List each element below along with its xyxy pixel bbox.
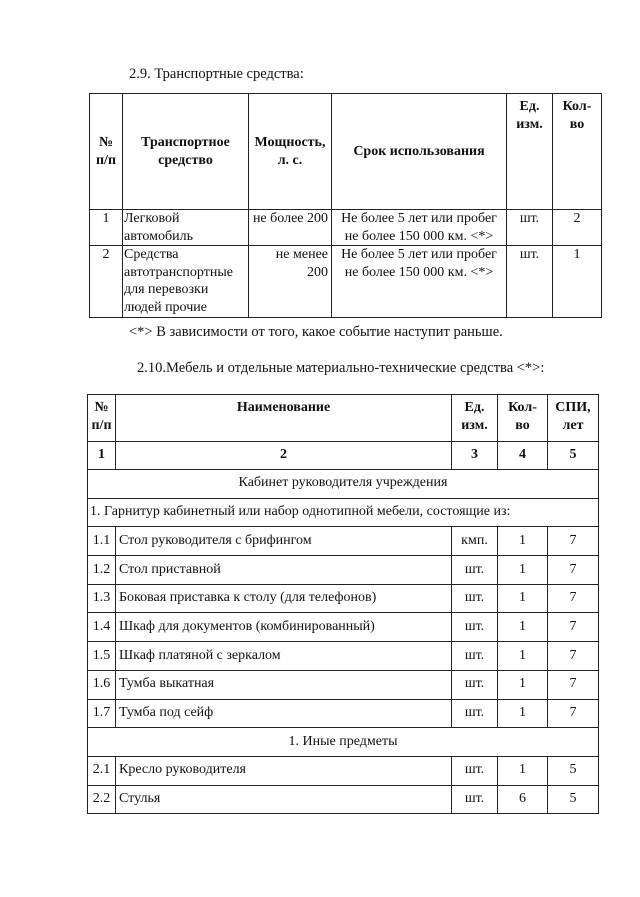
vehicles-table <box>89 93 602 318</box>
row-term: Не более 5 лет или пробег не более 150 000 км. <*> <box>332 246 507 318</box>
row-num: 2 <box>90 246 123 318</box>
item-qty: 1 <box>498 556 548 585</box>
header-power: Мощность, л. с. <box>249 94 332 210</box>
item-spi: 7 <box>548 527 599 556</box>
furniture-table-header <box>88 395 599 442</box>
header-vehicle: Транспортное средство <box>123 94 249 210</box>
row-unit: шт. <box>507 210 553 246</box>
column-numbers-row <box>88 442 599 470</box>
row-vehicle: Легковой автомобиль <box>123 210 249 246</box>
item-name: Стол руководителя с брифингом <box>116 527 452 556</box>
item-unit: шт. <box>452 756 498 785</box>
row-qty: 1 <box>553 246 602 318</box>
row-unit: шт. <box>507 246 553 318</box>
item-name: Кресло руководителя <box>116 756 452 785</box>
header-qty: Кол-во <box>498 395 548 442</box>
item-num: 2.2 <box>88 785 116 814</box>
group-title: Кабинет руководителя учреждения <box>88 470 599 499</box>
row-term: Не более 5 лет или пробег не более 150 000 км. <*> <box>332 210 507 246</box>
table-row <box>90 210 602 246</box>
col-number: 2 <box>116 442 452 470</box>
furniture-table <box>87 394 599 814</box>
item-spi: 5 <box>548 785 599 814</box>
vehicles-footnote: <*> В зависимости от того, какое событие наступит раньше. <box>129 324 503 340</box>
item-num: 1.3 <box>88 584 116 613</box>
item-name: Шкаф платяной с зеркалом <box>116 642 452 671</box>
item-qty: 1 <box>498 527 548 556</box>
header-num: № п/п <box>90 94 123 210</box>
table-row <box>88 756 599 785</box>
header-term: Срок использования <box>332 94 507 210</box>
item-unit: шт. <box>452 584 498 613</box>
col-number: 4 <box>498 442 548 470</box>
item-num: 2.1 <box>88 756 116 785</box>
item-num: 1.7 <box>88 699 116 728</box>
item-spi: 7 <box>548 642 599 671</box>
item-name: Стулья <box>116 785 452 814</box>
row-qty: 2 <box>553 210 602 246</box>
table-row <box>88 642 599 671</box>
item-name: Боковая приставка к столу (для телефонов) <box>116 584 452 613</box>
header-num: № п/п <box>88 395 116 442</box>
table-row <box>88 613 599 642</box>
item-unit: шт. <box>452 670 498 699</box>
item-num: 1.6 <box>88 670 116 699</box>
item-spi: 7 <box>548 556 599 585</box>
item-name: Тумба выкатная <box>116 670 452 699</box>
table-row <box>90 246 602 318</box>
item-qty: 1 <box>498 642 548 671</box>
item-spi: 7 <box>548 613 599 642</box>
subgroup-title: 1. Иные предметы <box>88 728 599 757</box>
table-row <box>88 670 599 699</box>
section-2-10-heading: 2.10.Мебель и отдельные материально-технические средства <*>: <box>137 360 545 376</box>
table-row <box>88 785 599 814</box>
row-vehicle: Средства автотранспортные для перевозки людей прочие <box>123 246 249 318</box>
item-unit: шт. <box>452 556 498 585</box>
item-num: 1.4 <box>88 613 116 642</box>
item-unit: кмп. <box>452 527 498 556</box>
col-number: 3 <box>452 442 498 470</box>
item-qty: 1 <box>498 699 548 728</box>
item-num: 1.1 <box>88 527 116 556</box>
item-spi: 5 <box>548 756 599 785</box>
item-qty: 6 <box>498 785 548 814</box>
item-spi: 7 <box>548 699 599 728</box>
vehicles-table-header <box>90 94 602 210</box>
table-row <box>88 584 599 613</box>
item-unit: шт. <box>452 642 498 671</box>
item-spi: 7 <box>548 670 599 699</box>
header-unit: Ед. изм. <box>452 395 498 442</box>
row-power: не менее 200 <box>249 246 332 318</box>
table-row <box>88 699 599 728</box>
row-power: не более 200 <box>249 210 332 246</box>
header-unit: Ед. изм. <box>507 94 553 210</box>
item-name: Стол приставной <box>116 556 452 585</box>
item-qty: 1 <box>498 756 548 785</box>
group-title-row <box>88 470 599 499</box>
table-row <box>88 556 599 585</box>
item-qty: 1 <box>498 613 548 642</box>
item-name: Шкаф для документов (комбинированный) <box>116 613 452 642</box>
header-name: Наименование <box>116 395 452 442</box>
header-spi: СПИ, лет <box>548 395 599 442</box>
table-row <box>88 527 599 556</box>
col-number: 5 <box>548 442 599 470</box>
item-spi: 7 <box>548 584 599 613</box>
item-qty: 1 <box>498 670 548 699</box>
col-number: 1 <box>88 442 116 470</box>
subgroup-row <box>88 498 599 527</box>
subgroup-title: 1. Гарнитур кабинетный или набор однотипной мебели, состоящие из: <box>88 498 599 527</box>
item-name: Тумба под сейф <box>116 699 452 728</box>
section-2-9-heading: 2.9. Транспортные средства: <box>129 66 304 82</box>
row-num: 1 <box>90 210 123 246</box>
item-unit: шт. <box>452 699 498 728</box>
item-num: 1.5 <box>88 642 116 671</box>
item-qty: 1 <box>498 584 548 613</box>
item-unit: шт. <box>452 785 498 814</box>
item-num: 1.2 <box>88 556 116 585</box>
header-qty: Кол-во <box>553 94 602 210</box>
item-unit: шт. <box>452 613 498 642</box>
subgroup-row <box>88 728 599 757</box>
